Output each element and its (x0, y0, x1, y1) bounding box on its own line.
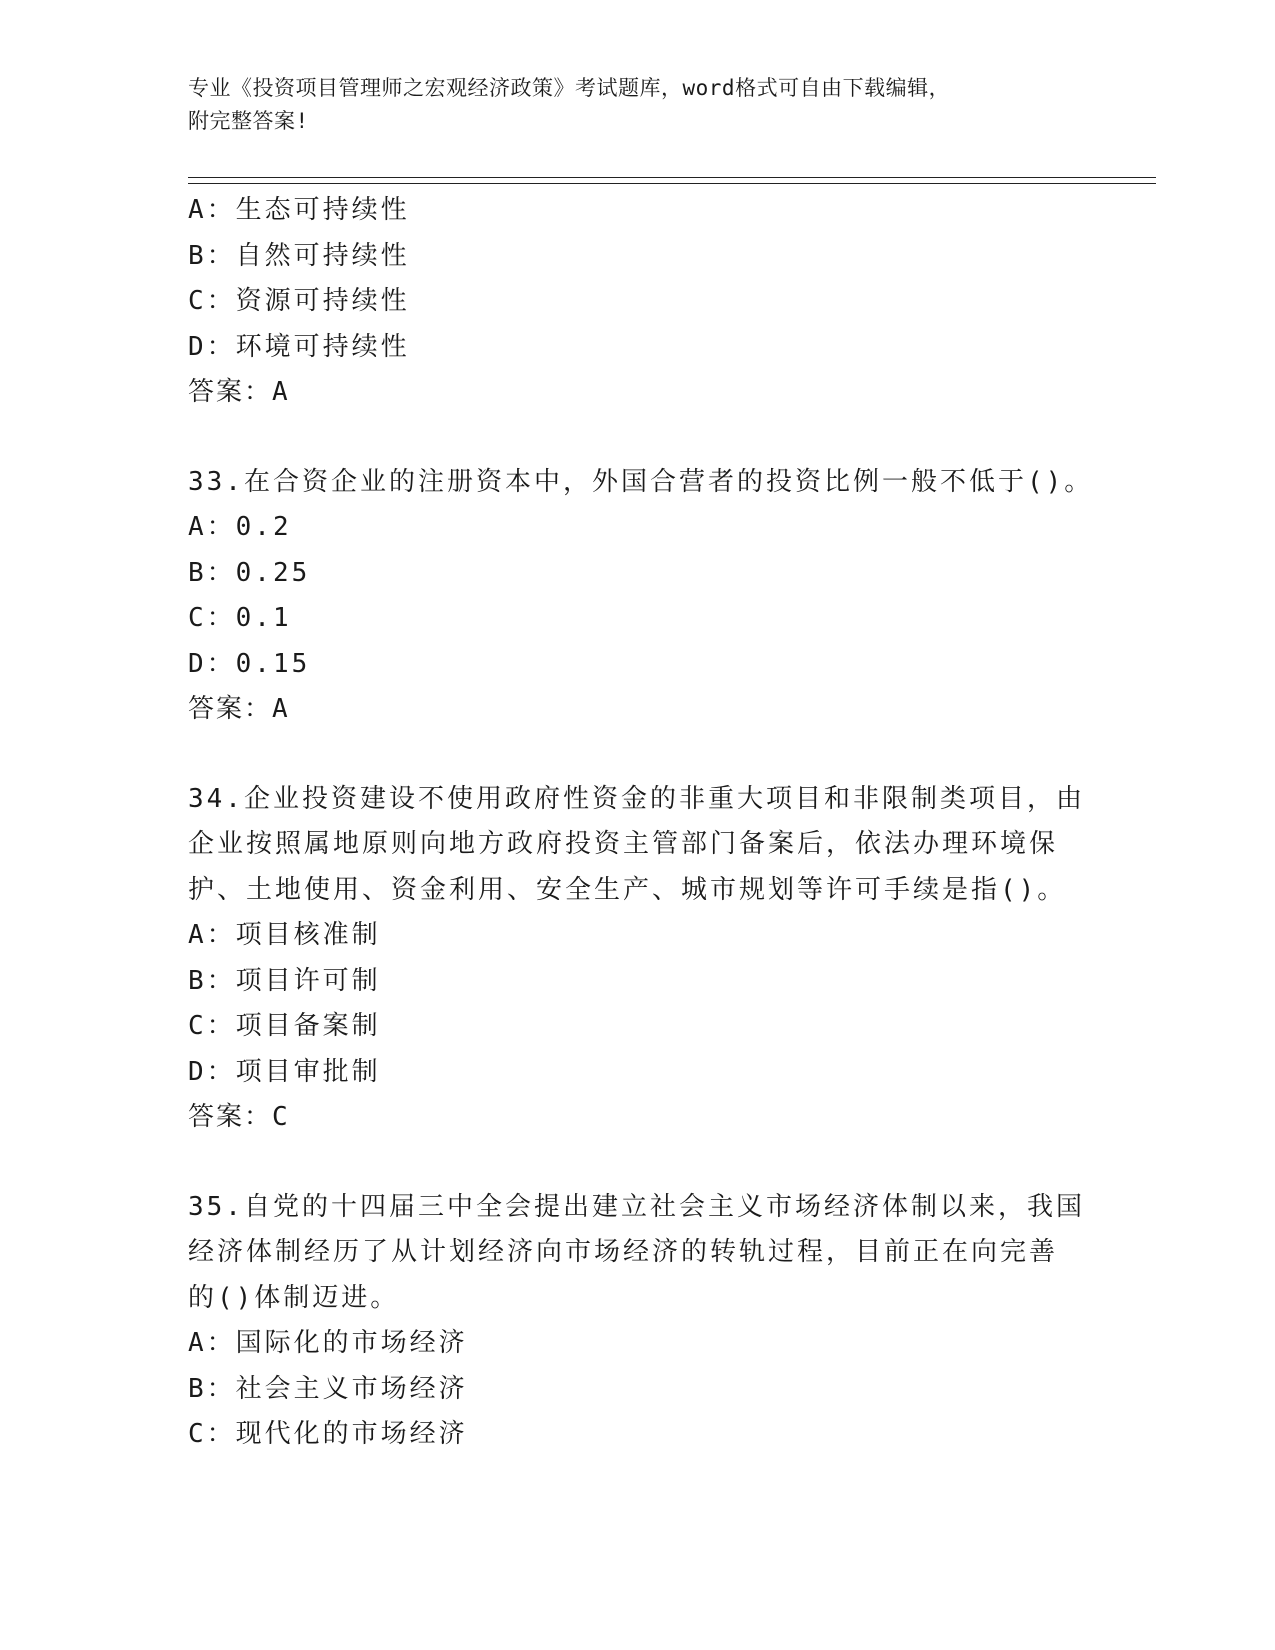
option-b: B：0.25 (188, 557, 311, 588)
header-divider-top (188, 177, 1156, 178)
option-a: A：国际化的市场经济 (188, 1328, 468, 1358)
option-b: B：社会主义市场经济 (188, 1373, 468, 1404)
question-stem: 33.在合资企业的注册资本中，外国合营者的投资比例一般不低于()。 (188, 466, 1094, 497)
header-line-2: 附完整答案! (188, 109, 309, 133)
question-stem-line-3: 护、土地使用、资金利用、安全生产、城市规划等许可手续是指()。 (188, 874, 1067, 905)
question-list (188, 188, 1094, 1458)
option-c: C：项目备案制 (188, 1011, 381, 1041)
option-b: B：自然可持续性 (188, 240, 410, 271)
option-c: C：现代化的市场经济 (188, 1419, 468, 1449)
spacer (188, 1141, 1088, 1185)
question-34 (188, 777, 1088, 1141)
option-c: C：资源可持续性 (188, 286, 410, 316)
option-a: A：项目核准制 (188, 920, 381, 950)
question-stem-line-1: 35.自党的十四届三中全会提出建立社会主义市场经济体制以来，我国 (188, 1191, 1085, 1222)
option-b: B：项目许可制 (188, 965, 381, 996)
answer: 答案：C (188, 1102, 290, 1132)
option-a: A：0.2 (188, 512, 292, 542)
question-stem-line-2: 企业按照属地原则向地方政府投资主管部门备案后，依法办理环境保 (188, 829, 1059, 859)
option-a: A：生态可持续性 (188, 195, 410, 225)
question-stem-line-2: 经济体制经历了从计划经济向市场经济的转轨过程，目前正在向完善 (188, 1237, 1059, 1267)
document-header (188, 72, 1068, 138)
option-d: D：项目审批制 (188, 1056, 381, 1087)
question-stem-line-3: 的()体制迈进。 (188, 1282, 400, 1313)
question-33 (188, 460, 1094, 733)
header-divider-bottom (188, 183, 1156, 184)
answer: 答案：A (188, 377, 290, 407)
header-line-1: 专业《投资项目管理师之宏观经济政策》考试题库，word格式可自由下载编辑， (188, 76, 951, 100)
question-35 (188, 1185, 1088, 1458)
question-stem-line-1: 34.企业投资建设不使用政府性资金的非重大项目和非限制类项目，由 (188, 783, 1085, 814)
option-d: D：0.15 (188, 648, 311, 679)
option-d: D：环境可持续性 (188, 331, 410, 362)
spacer (188, 733, 1088, 777)
question-32 (188, 188, 1088, 416)
spacer (188, 416, 1088, 460)
answer: 答案：A (188, 694, 290, 724)
option-c: C：0.1 (188, 603, 292, 633)
